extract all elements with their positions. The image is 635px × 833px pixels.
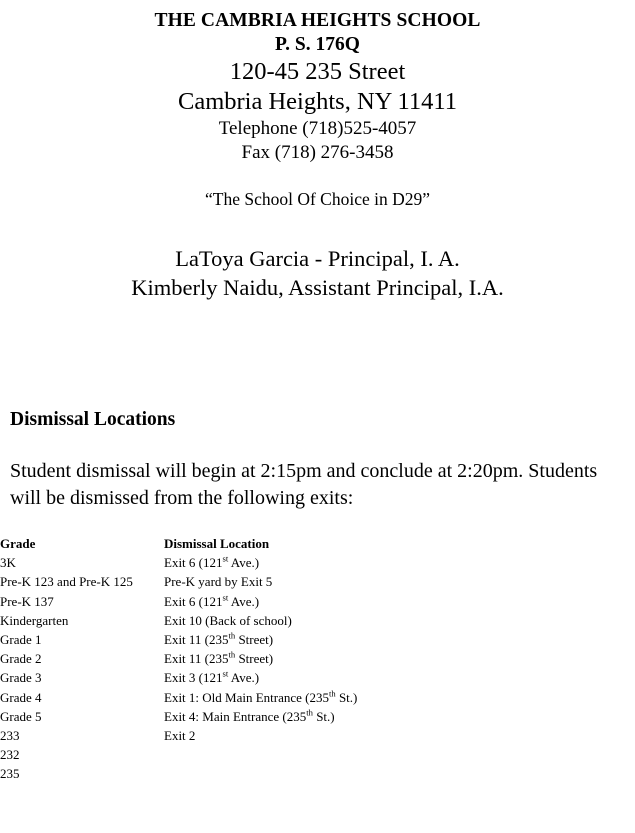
telephone-line: Telephone (718)525-4057 (218, 118, 417, 139)
cell-grade: Grade 4 (0, 689, 42, 705)
location-text: Exit 3 (121 (164, 670, 223, 686)
location-text-suffix: St.) (335, 689, 358, 705)
table-row (0, 649, 357, 668)
table-row (0, 572, 357, 591)
location-text-suffix: Ave.) (228, 670, 260, 686)
cell-grade: Pre-K 123 and Pre-K 125 (0, 574, 133, 590)
location-text-suffix: Street) (235, 651, 274, 667)
table-row (0, 764, 357, 783)
table-row (0, 726, 357, 745)
table-row (0, 611, 357, 630)
cell-grade: 235 (0, 766, 20, 782)
location-text: Exit 11 (235 (164, 632, 229, 648)
cell-grade: 3K (0, 555, 16, 571)
cell-dismissal-location (164, 745, 357, 764)
cell-dismissal-location (164, 726, 357, 745)
cell-dismissal-location (164, 553, 357, 572)
cell-dismissal-location (164, 688, 357, 707)
school-tagline: “The School Of Choice in D29” (204, 189, 430, 209)
table-header (0, 534, 357, 553)
location-text-suffix: Ave.) (228, 555, 260, 571)
table-row (0, 707, 357, 726)
fax-line: Fax (718) 276-3458 (241, 141, 394, 163)
letterhead (0, 0, 635, 164)
address-line-2: Cambria Heights, NY 11411 (178, 88, 457, 115)
dismissal-section (0, 408, 635, 511)
cell-dismissal-location (164, 572, 357, 591)
cell-dismissal-location (164, 764, 357, 783)
section-paragraph: Student dismissal will begin at 2:15pm and conclude at 2:20pm. Students will be dismissed from the following exits: (10, 460, 598, 509)
leadership-block (0, 244, 635, 302)
cell-grade: Grade 2 (0, 651, 42, 667)
column-header-grade: Grade (0, 536, 36, 551)
cell-grade: Grade 5 (0, 708, 42, 724)
ordinal-suffix: th (228, 649, 236, 660)
cell-grade: 232 (0, 747, 20, 763)
column-header-location: Dismissal Location (164, 536, 270, 551)
ordinal-suffix: st (222, 553, 229, 564)
table-row (0, 688, 357, 707)
table-header-row (0, 534, 357, 553)
cell-dismissal-location (164, 592, 357, 611)
location-text: Exit 6 (121 (164, 593, 223, 609)
cell-dismissal-location (164, 649, 357, 668)
location-text: Exit 11 (235 (164, 651, 229, 667)
cell-grade: Grade 1 (0, 632, 42, 648)
location-text-suffix: Street) (235, 632, 274, 648)
location-text: Exit 4: Main Entrance (235 (164, 708, 307, 724)
location-text: Exit 10 (Back of school) (164, 612, 292, 628)
table-row (0, 553, 357, 572)
cell-grade: Pre-K 137 (0, 593, 54, 609)
ordinal-suffix: st (222, 669, 229, 680)
table-row (0, 668, 357, 687)
cell-dismissal-location (164, 630, 357, 649)
assistant-principal-line: Kimberly Naidu, Assistant Principal, I.A. (131, 275, 504, 300)
table-row (0, 592, 357, 611)
ordinal-suffix: th (306, 707, 313, 718)
location-text: Exit 6 (121 (164, 555, 223, 571)
table-row (0, 745, 357, 764)
cell-dismissal-location (164, 707, 357, 726)
cell-grade: Grade 3 (0, 670, 42, 686)
location-text: Exit 1: Old Main Entrance (235 (164, 689, 329, 705)
dismissal-locations-table (0, 534, 357, 784)
principal-line: LaToya Garcia - Principal, I. A. (175, 246, 460, 271)
location-text: Exit 2 (164, 728, 196, 744)
address-line-1: 120-45 235 Street (229, 58, 406, 85)
cell-grade: Kindergarten (0, 612, 69, 628)
school-code: P. S. 176Q (275, 34, 360, 55)
cell-grade: 233 (0, 728, 20, 744)
section-heading: Dismissal Locations (10, 409, 176, 430)
location-text-suffix: Ave.) (228, 593, 260, 609)
ordinal-suffix: th (228, 630, 236, 641)
table-body (0, 553, 357, 783)
ordinal-suffix: st (222, 592, 229, 603)
ordinal-suffix: th (329, 688, 336, 699)
location-text: Pre-K yard by Exit 5 (164, 574, 273, 590)
table-row (0, 630, 357, 649)
school-name: THE CAMBRIA HEIGHTS SCHOOL (154, 10, 481, 31)
location-text-suffix: St.) (312, 708, 335, 724)
cell-dismissal-location (164, 668, 357, 687)
cell-dismissal-location (164, 611, 357, 630)
